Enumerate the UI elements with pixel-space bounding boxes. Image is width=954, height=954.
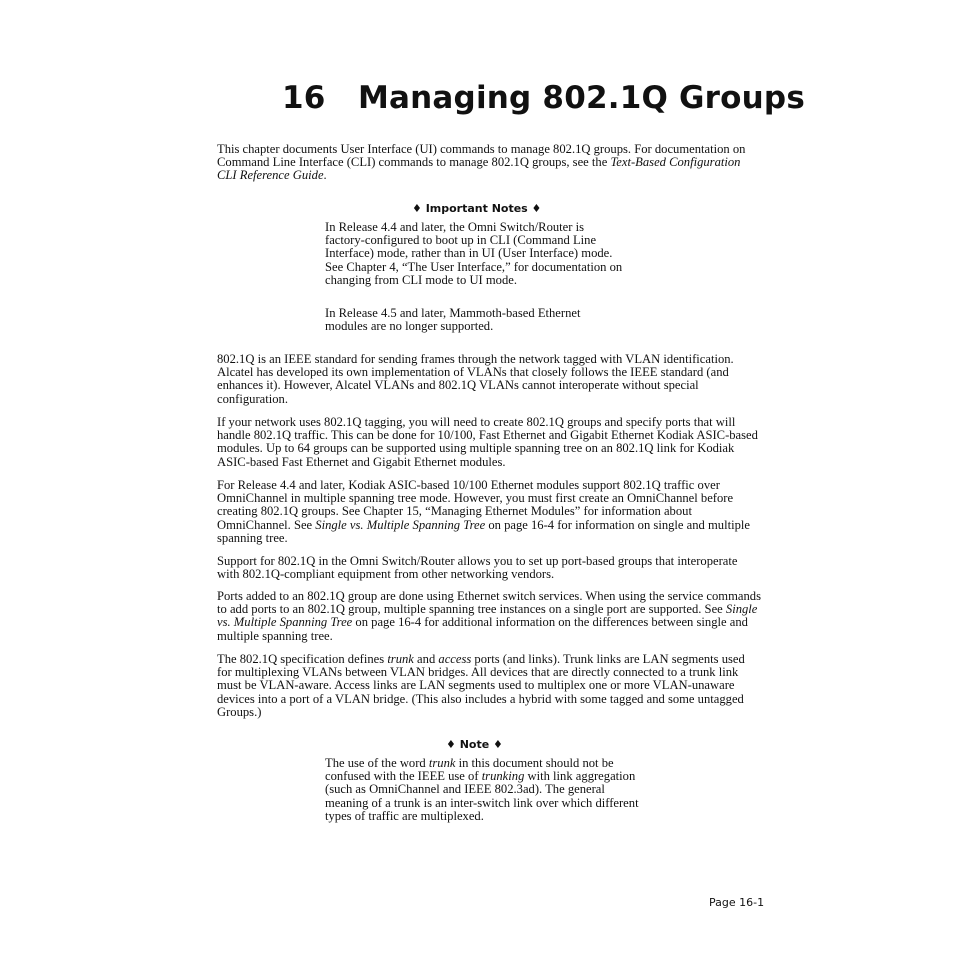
chapter-title: [282, 80, 805, 116]
spanning-tree-link[interactable]: Single vs. Multiple Spanning Tree: [217, 602, 758, 630]
paragraph-support: Support for 802.1Q in the Omni Switch/Router allows you to set up port-based groups that interoperate with 802.1Q-compliant equipment from other networking vendors.: [217, 554, 738, 582]
paragraph-ports-added: Ports added to an 802.1Q group are done using Ethernet switch services. When using the service commands to add ports to an 802.1Q group, multiple spanning tree instances on a single port are supported. See Single vs. Multiple Spanning Tree on page 16-4 for additional information on the differences between single and multiple spanning tree.: [217, 589, 761, 643]
important-note-2: In Release 4.5 and later, Mammoth-based Ethernet modules are no longer supported.: [325, 306, 581, 334]
spanning-tree-link[interactable]: Single vs. Multiple Spanning Tree: [315, 517, 486, 532]
note-body: The use of the word trunk in this document should not be confused with the IEEE use of trunking with link aggregation (such as OmniChannel and IEEE 802.3ad). The general meaning of a trunk is an inter-switch link over which different types of traffic are multiplexed.: [325, 756, 639, 823]
chapter-title-text: Managing 802.1Q Groups: [358, 80, 805, 116]
paragraph-ieee-standard: 802.1Q is an IEEE standard for sending frames through the network tagged with VLAN identification. Alcatel has developed its own implementation of VLANs that closely follows the IEEE standard (and enhances it). However, Alcatel VLANs and 802.1Q VLANs cannot interoperate without special configuration.: [217, 352, 734, 406]
important-notes-heading: ♦ Important Notes ♦: [412, 202, 542, 215]
paragraph-omnichannel: For Release 4.4 and later, Kodiak ASIC-based 10/100 Ethernet modules support 802.1Q traffic over OmniChannel in multiple spanning tree mode. However, you must first create an OmniChannel before creating 802.1Q groups. See Chapter 15, “Managing Ethernet Modules” for information about OmniChannel. See Single vs. Multiple Spanning Tree on page 16-4 for information on single and multiple spanning tree.: [217, 478, 750, 545]
intro-paragraph: This chapter documents User Interface (UI) commands to manage 802.1Q groups. For documentation on Command Line Interface (CLI) commands to manage 802.1Q groups, see the Text-Based Configuration CLI Reference Guide.: [217, 142, 746, 183]
note-heading: ♦ Note ♦: [446, 738, 503, 751]
chapter-number: 16: [282, 80, 326, 116]
paragraph-trunk-access: The 802.1Q specification defines trunk and access ports (and links). Trunk links are LAN segments used for multiplexing VLANs between VLAN bridges. All devices that are directly connected to a trunk link must be VLAN-aware. Access links are LAN segments used to multiplex one or more VLAN-unaware devices into a port of a VLAN bridge. (This also includes a hybrid with some tagged and some untagged Groups.): [217, 652, 745, 719]
page-number: Page 16-1: [709, 896, 765, 909]
important-note-1: In Release 4.4 and later, the Omni Switch/Router is factory-configured to boot up in CLI (Command Line Interface) mode, rather than in UI (User Interface) mode. See Chapter 4, “The User Interface,” for documentation on changing from CLI mode to UI mode.: [325, 220, 623, 287]
paragraph-8021q-tagging: If your network uses 802.1Q tagging, you will need to create 802.1Q groups and specify ports that will handle 802.1Q traffic. This can be done for 10/100, Fast Ethernet and Gigabit Ethernet Kodiak ASIC-based modules. Up to 64 groups can be supported using multiple spanning tree on an 802.1Q link for Kodiak ASIC-based Fast Ethernet and Gigabit Ethernet modules.: [217, 415, 758, 469]
cli-reference-guide-title: Text-Based Configuration CLI Reference Guide: [217, 155, 741, 183]
